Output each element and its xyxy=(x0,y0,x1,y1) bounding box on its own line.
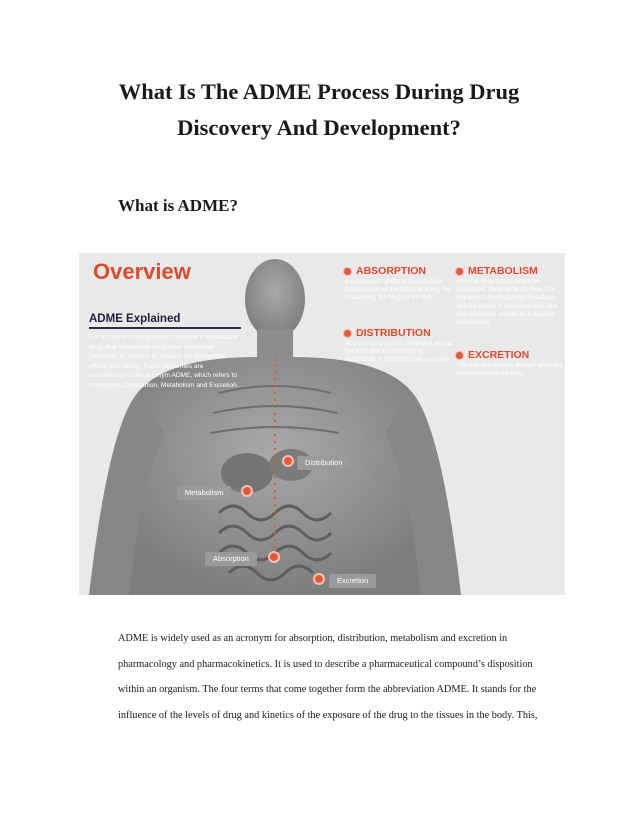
divider xyxy=(89,327,241,329)
absorption-marker xyxy=(268,551,280,563)
absorption-definition xyxy=(343,265,453,303)
bullet-icon xyxy=(343,329,352,338)
title-line-1: What Is The ADME Process During Drug xyxy=(118,79,520,104)
paragraph-line: within an organism. The four terms that come together form the abbreviation ADME. It stands for the xyxy=(118,684,537,695)
absorption-text: A compound's ability to pass through barriers such as the intestinal lining, the nasal lining, the lungs or the skin. xyxy=(345,279,451,302)
metabolism-text: How the body breaks down the compound, normally by the liver. The key issues are drug-drug interactions, and the effects of the metabolites (the new chemicals created as a result of metabolism). xyxy=(457,279,558,327)
body-paragraph xyxy=(118,626,538,728)
metabolism-title: METABOLISM xyxy=(468,265,538,277)
bullet-icon xyxy=(455,351,464,360)
distribution-tag: Distribution xyxy=(297,456,351,470)
title-line-2: Discovery And Development? xyxy=(177,115,461,140)
absorption-tag: Absorption xyxy=(205,552,257,566)
excretion-title: EXCRETION xyxy=(468,349,530,361)
metabolism-marker xyxy=(241,485,253,497)
paragraph-line: pharmacology and pharmacokinetics. It is used to describe a pharmaceutical compound’s disposition xyxy=(118,658,533,670)
paragraph-line: ADME is widely used as an acronym for absorption, distribution, metabolism and excretion in xyxy=(118,633,508,644)
distribution-title: DISTRIBUTION xyxy=(356,327,431,339)
paragraph-line: influence of the levels of drug and kinetics of the exposure of the drug to the tissues in the body. This, xyxy=(118,709,538,721)
overview-title: Overview xyxy=(93,259,191,284)
distribution-text: How the compound is distributed around the body and its propensity to accumulate in certain tissues or organs. xyxy=(345,341,453,364)
adme-explained-text: For a chemical compound to become a marketable drug, that compound must have favourable properties in addition to efficacy (its therapeutic effect) and safety. These properties are summarised in the acronym ADME, which refers to Absorption, Distribution, Metabolism and Excretion. xyxy=(89,334,239,389)
absorption-title: ABSORPTION xyxy=(356,265,427,277)
bullet-icon xyxy=(455,267,464,276)
section-heading: What is ADME? xyxy=(118,196,238,215)
excretion-definition xyxy=(455,349,565,378)
adme-explained-title: ADME Explained xyxy=(89,313,181,325)
metabolism-tag: Metabolism xyxy=(177,486,231,500)
adme-figure xyxy=(79,253,565,595)
metabolism-definition xyxy=(455,265,565,327)
distribution-definition xyxy=(343,327,453,365)
excretion-tag: Excretion xyxy=(329,574,376,588)
adme-explained-box xyxy=(89,313,241,391)
bullet-icon xyxy=(343,267,352,276)
excretion-text: The rate and process through which the compound exits the body. xyxy=(457,363,563,378)
excretion-marker xyxy=(313,573,325,585)
distribution-marker xyxy=(282,455,294,467)
document-title xyxy=(40,74,598,146)
